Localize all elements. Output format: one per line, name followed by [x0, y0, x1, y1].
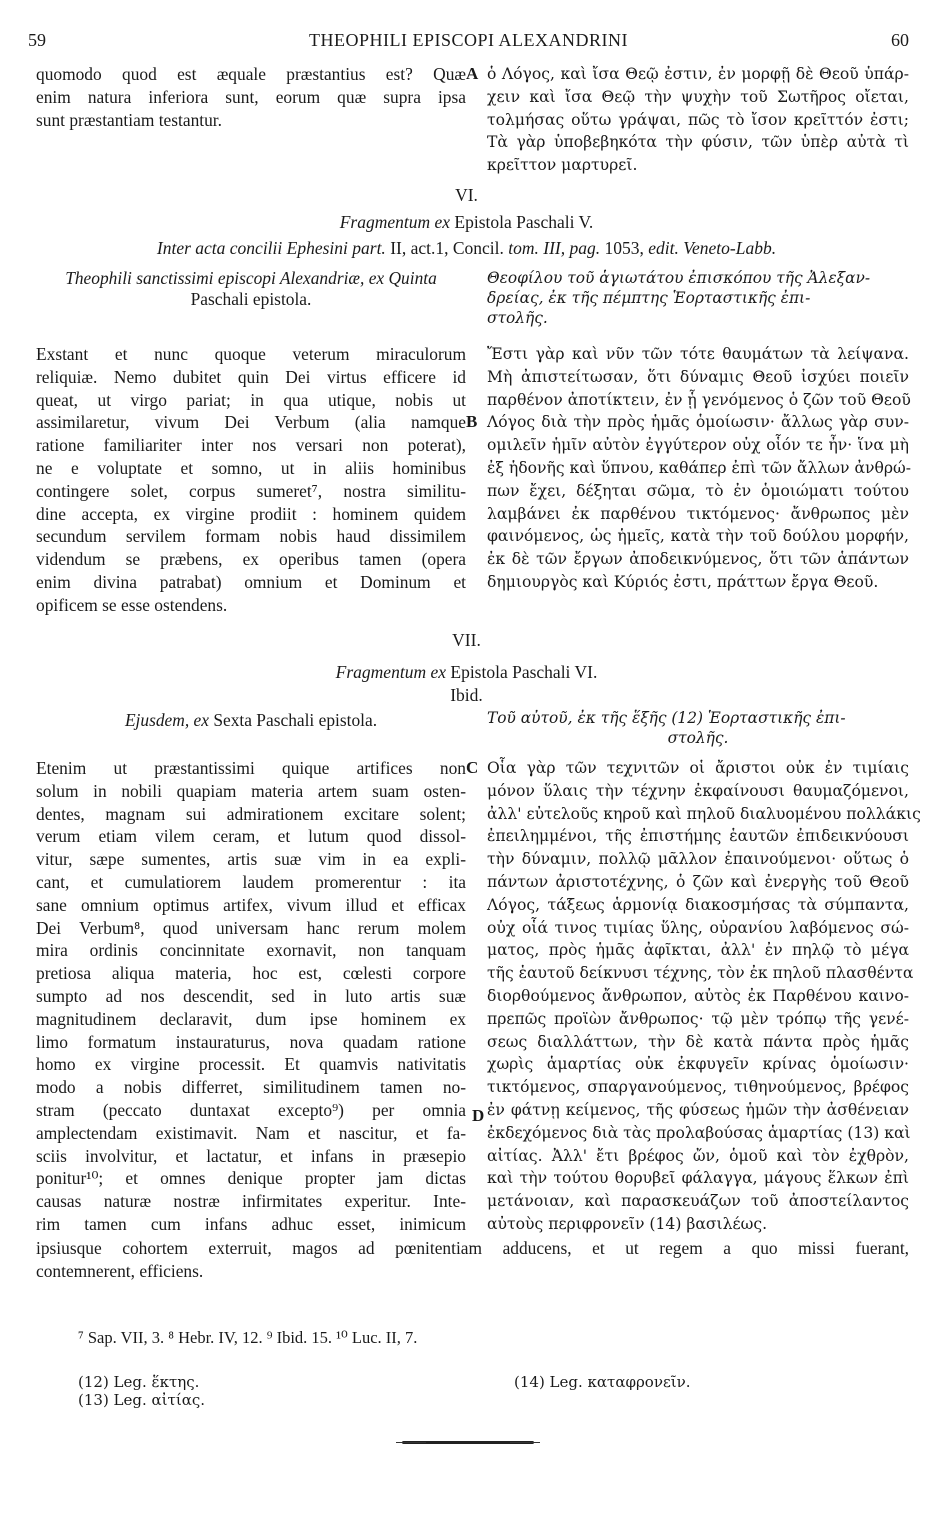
greek-line: ἀλλ' εὐτελοῦς κηροῦ καὶ πηλοῦ διαλυομένου πολλάκις — [487, 804, 921, 823]
scripture-references: ⁷ Sap. VII, 3. ⁸ Hebr. IV, 12. ⁹ Ibid. 15. ¹⁰ Luc. II, 7. — [78, 1328, 418, 1347]
greek-line: χωρὶς ἁμαρτίας οὐκ ἐκφυγεῖν κρίνας ὁμοίωσιν· — [487, 1055, 909, 1074]
greek-column-vi — [487, 343, 909, 594]
greek-line: παρθένον ἀποτίκτειν, ἐν ᾗ γενόμενος ὁ ζῶν τοῦ Θεοῦ — [487, 390, 911, 409]
latin-line: Exstant et nunc quoque veterum miraculorum — [36, 344, 466, 364]
greek-line: πρεπῶς προϊὼν ἄνθρωπος· τῷ μὲν τρόπῳ τῆς γενέ- — [487, 1009, 909, 1028]
latin-line: solum in nobili quapiam materia artem suam osten- — [36, 780, 466, 801]
latin-line: assimilaretur, vivum Dei Verbum (alia namque — [36, 412, 466, 433]
greek-line: οὐχ οἷά τινος τιμίας ὕλης, οὐρανίου λαβόμενος σώ- — [487, 918, 909, 937]
greek-line: χειν καὶ ἴσα Θεῷ τὴν ψυχὴν τοῦ Σωτῆρος οἴεται, — [487, 87, 909, 106]
margin-marker-d: D — [472, 1106, 485, 1125]
latin-line: enim divina patrabat) omnium et Dominum et — [36, 571, 466, 592]
full-width-continuation — [36, 1237, 909, 1283]
margin-marker-a: A — [466, 64, 479, 83]
footnote-14: (14) Leg. καταφρονεῖν. — [514, 1373, 691, 1391]
greek-line: Λόγος, τάξεως ἁρμονίᾳ διακοσμήσας τὰ σύμπαντα, — [487, 895, 909, 914]
greek-line: μετάνοιαν, καὶ παρασκευάζων τοῦ ἀποστείλαντος — [487, 1192, 909, 1211]
latin-line: rim tamen cum infans adhuc esset, inimicum — [36, 1213, 466, 1234]
latin-line: sunt præstantiam testantur. — [36, 109, 222, 130]
latin-line: dine accepta, ex virgine prodiit : hominem quidem — [36, 503, 466, 524]
greek-line: κρεῖττον μαρτυρεῖ. — [487, 156, 638, 175]
latin-line: queat, ut virgo pariat; in qua utique, nobis ut — [36, 389, 466, 410]
latin-line: pretiosa aliqua materia, hoc est, cœlesti corpore — [36, 963, 466, 984]
page-number-right: 60 — [891, 30, 909, 50]
greek-line: φαινόμενος, ὡς ἡμεῖς, κατὰ τὴν τοῦ δούλου μορφήν, — [487, 527, 909, 546]
running-title: THEOPHILI EPISCOPI ALEXANDRINI — [309, 30, 628, 50]
latin-line: limo formatum instauraturus, nova quadam ratione — [36, 1031, 466, 1052]
greek-line: καὶ τὴν τούτου θορυβεῖ φάλαγγα, μάγους ἕλκων ἐπὶ — [487, 1169, 909, 1188]
latin-line: Dei Verbum⁸, quod universam hanc rerum molem — [36, 917, 466, 938]
latin-line: stram (peccato duntaxat excepto⁹) per omnia — [36, 1099, 466, 1120]
latin-heading-vii: Ejusdem, ex Sexta Paschali epistola. — [124, 710, 378, 730]
latin-column-top — [36, 63, 466, 131]
greek-line: τὴν δύναμιν, πολλῷ μᾶλλον ἐπαινούμενοι· οὕτως ὁ — [487, 850, 909, 869]
latin-line: cant, et cumulatiorem laudem promerentur : ita — [36, 871, 466, 892]
latin-line: enim natura inferiora sunt, eorum quæ supra ipsa — [36, 86, 466, 107]
latin-line: videndum se præbens, ex operibus tamen (opera — [36, 549, 466, 570]
latin-line: Etenim ut præstantissimi quique artifices non — [36, 758, 466, 778]
greek-line: Μὴ ἀπιστείτωσαν, ὅτι δύναμις Θεοῦ ἰσχύει ποιεῖν — [487, 367, 909, 386]
section-number-vi: VI. — [455, 185, 478, 205]
greek-heading-vii: Τοῦ αὐτοῦ, ἐκ τῆς ἕξῆς (12) Ἑορταστικῆς ἐπι- στολῆς. — [487, 709, 846, 747]
greek-line: σεως διαλλάττων, τὴν δὲ κατὰ πάντα πρὸς ἡμᾶς — [487, 1032, 909, 1051]
latin-line: causas naturæ nostræ infirmitates experitur. Inte- — [36, 1191, 466, 1212]
latin-line: secundum servilem formam nobis haud dissimilem — [36, 526, 466, 547]
greek-line: αἰτίας. Ἀλλ' ἔτι βρέφος ὤν, ὁμοῦ καὶ τὸν ἐχθρὸν, — [487, 1146, 909, 1165]
source-line-vi: Inter acta concilii Ephesini part. II, act.1, Concil. tom. III, pag. 1053, edit. Veneto-Labb. — [156, 238, 777, 258]
latin-line: ratione familiariter inter nos versari non poterat), — [36, 435, 466, 456]
greek-line: τῆς ἑαυτοῦ δείκνυσι τέχνης, τὸν ἐκ πηλοῦ πλασθέντα — [487, 964, 914, 983]
greek-heading-vi: Θεοφίλου τοῦ ἁγιωτάτου ἐπισκόπου τῆς Ἀλεξαν- δρείας, ἐκ τῆς πέμπτης Ἑορταστικῆς ἐπι- στολῆς. — [487, 269, 871, 327]
greek-line: ἐξ ἡδονῆς καὶ ὕπνου, καθάπερ ἐπὶ τῶν ἄλλων ἀνθρώ- — [487, 458, 911, 477]
greek-line: διορθούμενος ἄνθρωπον, αὐτὸς ἐκ Παρθένου καινο- — [487, 986, 909, 1005]
greek-line: λαμβάνει ἐκ παρθένου τικτόμενος· ἄνθρωπος μὲν — [487, 504, 909, 523]
latin-line: modo a nobis differret, similitudinem tamen no- — [36, 1077, 466, 1098]
greek-line: ματος, πρὸς ἡμᾶς ἀφῖκται, ἀλλ' ἐν πηλῷ τὸ μέγα — [487, 941, 909, 960]
latin-line: magnitudinem declaravit, dum ipse hominem ex — [36, 1008, 466, 1029]
page-number-left: 59 — [28, 30, 46, 50]
greek-line: ἐν φάτνῃ κείμενος, τῆς φύσεως ἡμῶν τὴν ἀσθένειαν — [487, 1100, 909, 1119]
latin-column-vii — [36, 757, 466, 1236]
greek-line: ἐπειλημμένοι, τῆς ἐπιστήμης ἑαυτῶν ἐπιδεικνύουσι — [487, 827, 909, 846]
latin-heading-vi: Theophili sanctissimi episcopi Alexandriæ, ex Quinta Paschali epistola. — [65, 268, 437, 309]
latin-line: ponitur¹⁰; et omnes denique propter jam dictas — [36, 1168, 466, 1189]
latin-line: sciis involvitur, et lactatur, et infans in præsepio — [36, 1145, 466, 1166]
greek-line: πάντων ἀριστοτέχνης, ὁ ζῶν καὶ ἐνεργὴς τοῦ Θεοῦ — [487, 872, 909, 891]
latin-line: contingere solet, corpus sumeret⁷, nostra similitu- — [36, 480, 466, 501]
greek-line: ἐκδεχόμενος διὰ τὰς προλαβούσας ἁμαρτίας (13) καὶ — [487, 1123, 911, 1142]
latin-line: contemnerent, efficiens. — [36, 1260, 204, 1281]
margin-marker-c: C — [466, 758, 479, 777]
running-header — [28, 30, 909, 54]
latin-line: quomodo quod est æquale præstantius est? Quæ — [36, 64, 466, 84]
margin-marker-b: B — [466, 412, 478, 431]
ibid-line: Ibid. — [450, 685, 483, 705]
greek-line: δημιουργὸς καὶ Κύριός ἐστι, πράττων ἔργα Θεοῦ. — [487, 572, 879, 591]
greek-line: Λόγος διὰ τὴν πρὸς ἡμᾶς ὁμοίωσιν· ἄλλως γὰρ συν- — [487, 413, 909, 432]
closing-ornament-rule — [402, 1441, 534, 1444]
greek-line: πων ἔχει, δέξηται σῶμα, τὸ ἐν ὁμοιώματι τούτου — [487, 481, 909, 500]
section-number-vii: VII. — [452, 630, 481, 650]
greek-column-top — [487, 63, 909, 177]
latin-line: opificem se esse ostendens. — [36, 594, 228, 615]
latin-line: dentes, magnam sui admirationem excitare solent; — [36, 803, 466, 824]
greek-line: Οἷα γὰρ τῶν τεχνιτῶν οἱ ἄριστοι οὐκ ἐν τιμίαις — [487, 759, 909, 777]
latin-line: ne e voluptate et somno, ut in aliis hominibus — [36, 457, 466, 478]
footnote-13: (13) Leg. αἰτίας. — [78, 1391, 206, 1409]
latin-line: amplectendam existimavit. Nam et nascitur, et fa- — [36, 1122, 466, 1143]
greek-line: τικτόμενος, σπαργανούμενος, τιθηνούμενος, βρέφος — [487, 1078, 909, 1097]
greek-line: ομιλεῖν ἡμῖν αὐτὸν ἐγγύτερον οὐχ οἷόν τε ἦν· ἵνα μὴ — [487, 436, 909, 455]
latin-column-vi — [36, 343, 466, 617]
latin-line: reliquiæ. Nemo dubitet quin Dei virtus efficere id — [36, 366, 466, 387]
fragment-title-vi: Fragmentum ex Epistola Paschali V. — [339, 212, 594, 232]
fragment-title-vii: Fragmentum ex Epistola Paschali VI. — [335, 662, 598, 682]
greek-line: Τὰ γὰρ ὑποβεβηκότα τὴν φύσιν, τῶν ὑπὲρ αὐτὰ τὶ — [487, 133, 909, 152]
latin-line: ipsiusque cohortem exterruit, magos ad pœnitentiam adducens, et ut regem a quo missi fuerant, — [36, 1238, 909, 1258]
greek-line: αὐτοὺς περιφρονεῖν (14) βασιλέως. — [487, 1214, 768, 1233]
greek-line: ἐκ δὲ τῶν ἔργων ἀποδεικνύμενος, ὅτι τῶν ἁπάντων — [487, 550, 909, 569]
latin-line: vitur, sæpe sumentes, artis suæ vim in ea expli- — [36, 849, 466, 870]
greek-line: Ἔστι γὰρ καὶ νῦν τῶν τότε θαυμάτων τὰ λείψανα. — [487, 345, 909, 363]
latin-line: homo ex virgine processit. Et quamvis nativitatis — [36, 1054, 466, 1075]
latin-line: mira ordinis concinnitate exornavit, non tanquam — [36, 940, 466, 961]
latin-line: sane omnium optimus artifex, vivum illud et efficax — [36, 894, 466, 915]
latin-line: verum etiam vilem ceram, et lutum quod dissol- — [36, 826, 466, 847]
greek-line: τολμήσας οὕτω γράψαι, πῶς τὸ ἴσον κρεῖττόν ἐστι; — [487, 110, 909, 129]
greek-column-vii — [487, 757, 921, 1236]
latin-line: sumpto ad nos descendit, sed in luto artis suæ — [36, 985, 466, 1006]
greek-line: ὁ Λόγος, καὶ ἴσα Θεῷ ἐστιν, ἐν μορφῇ δὲ Θεοῦ ὑπάρ- — [487, 65, 909, 83]
greek-line: μόνον ὕλαις τὴν τέχνην ἐκφαίνουσι θαυμαζόμενοι, — [487, 781, 909, 800]
footnote-12: (12) Leg. ἕκτης. — [78, 1373, 200, 1391]
